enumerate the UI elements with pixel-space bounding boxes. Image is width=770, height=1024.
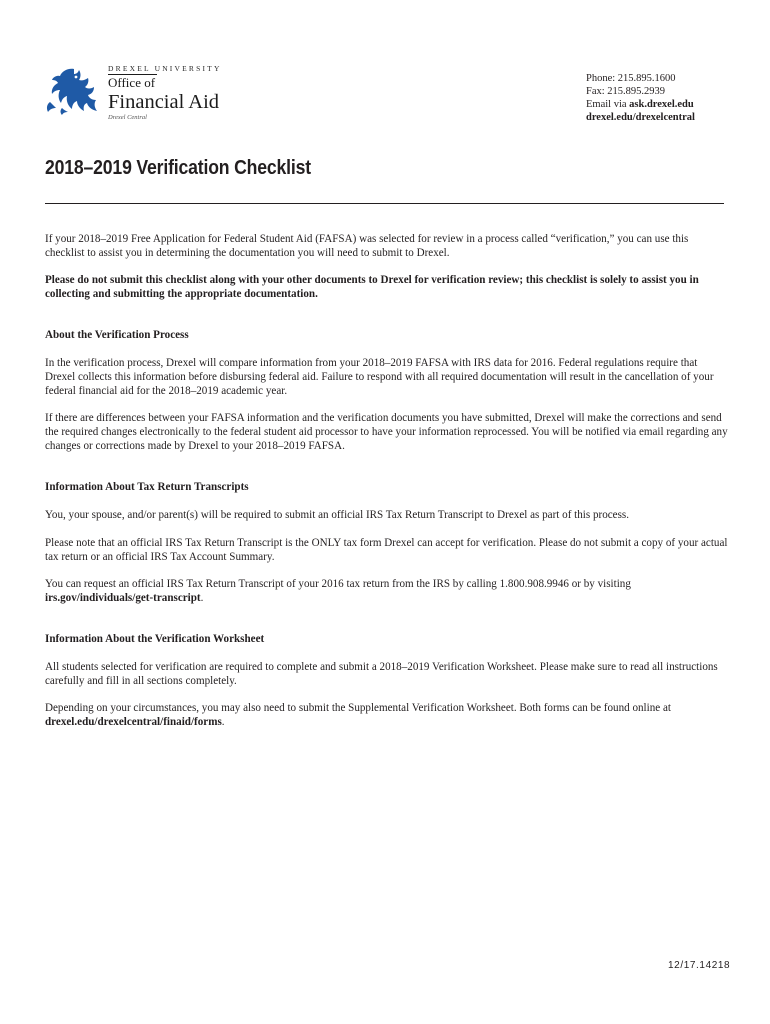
contact-phone: Phone: 215.895.1600 (586, 73, 676, 84)
transcripts-paragraph-1: You, your spouse, and/or parent(s) will be required to submit an official IRS Tax Return Transcript to Drexel as part of this process. (45, 509, 630, 521)
notice-paragraph: Please do not submit this checklist along with your other documents to Drexel for verification review; this checklist is solely to assist you in collecting and submitting the appropriate documentation. (45, 274, 699, 300)
contact-block (586, 72, 695, 124)
transcripts-paragraph-3 (45, 577, 730, 605)
section-heading-process: About the Verification Process (45, 329, 189, 341)
contact-fax: Fax: 215.895.2939 (586, 86, 666, 97)
irs-transcript-link[interactable]: irs.gov/individuals/get-transcript (45, 592, 201, 604)
document-code: 12/17.14218 (668, 960, 731, 971)
section-heading-worksheet: Information About the Verification Worksheet (45, 633, 265, 645)
contact-email (586, 98, 695, 111)
transcripts-paragraph-3-text: You can request an official IRS Tax Return Transcript of your 2016 tax return from the IRS by calling 1.800.908.9946 or by visiting (45, 578, 631, 590)
intro-paragraph: If your 2018–2019 Free Application for Federal Student Aid (FAFSA) was selected for review in a process called “verification,” you can use this checklist to assist you in determining the documentation you will need to submit to Drexel. (45, 233, 689, 259)
section-heading-transcripts: Information About Tax Return Transcripts (45, 481, 249, 493)
page-title: 2018–2019 Verification Checklist (45, 156, 311, 179)
transcripts-paragraph-3-end: . (200, 592, 204, 604)
logo-subtitle: Drexel Central (108, 114, 147, 121)
process-paragraph-1: In the verification process, Drexel will compare information from your 2018–2019 FAFSA with IRS data for 2016. Federal regulations require that Drexel collects this information before disbursing federal aid. Failure to respond with all required documentation will result in the cancellation of your federal financial aid for the 2018–2019 academic year. (45, 357, 714, 397)
title-divider (45, 203, 724, 204)
worksheet-paragraph-2-text: Depending on your circumstances, you may also need to submit the Supplemental Verification Worksheet. Both forms can be found online at (45, 702, 671, 714)
contact-website-link[interactable]: drexel.edu/drexelcentral (586, 112, 695, 123)
worksheet-paragraph-2 (45, 701, 730, 729)
financial-aid-logo (44, 64, 244, 124)
contact-email-prefix: Email via (586, 99, 630, 110)
logo-office: Office of (108, 75, 156, 90)
transcripts-paragraph-2: Please note that an official IRS Tax Return Transcript is the ONLY tax form Drexel can accept for verification. Please do not submit a copy of your actual tax return or an official IRS Tax Account Summary. (45, 537, 728, 563)
worksheet-paragraph-2-end: . (221, 716, 225, 728)
logo-university: DREXEL UNIVERSITY (108, 64, 222, 73)
document-body (45, 232, 730, 729)
finaid-forms-link[interactable]: drexel.edu/drexelcentral/finaid/forms (45, 716, 222, 728)
process-paragraph-2: If there are differences between your FAFSA information and the verification documents you have submitted, Drexel will make the corrections and send the required changes electronically to the federal student aid processor to have your information reprocessed. You will be notified via email regarding any changes or corrections made by Drexel to your 2018–2019 FAFSA. (45, 412, 728, 452)
worksheet-paragraph-1: All students selected for verification are required to complete and submit a 2018–2019 Verification Worksheet. Please make sure to read all instructions carefully and fill in all sections completely. (45, 661, 718, 687)
dragon-icon (44, 66, 102, 116)
contact-email-link[interactable]: ask.drexel.edu (629, 99, 694, 110)
logo-department: Financial Aid (108, 91, 220, 113)
